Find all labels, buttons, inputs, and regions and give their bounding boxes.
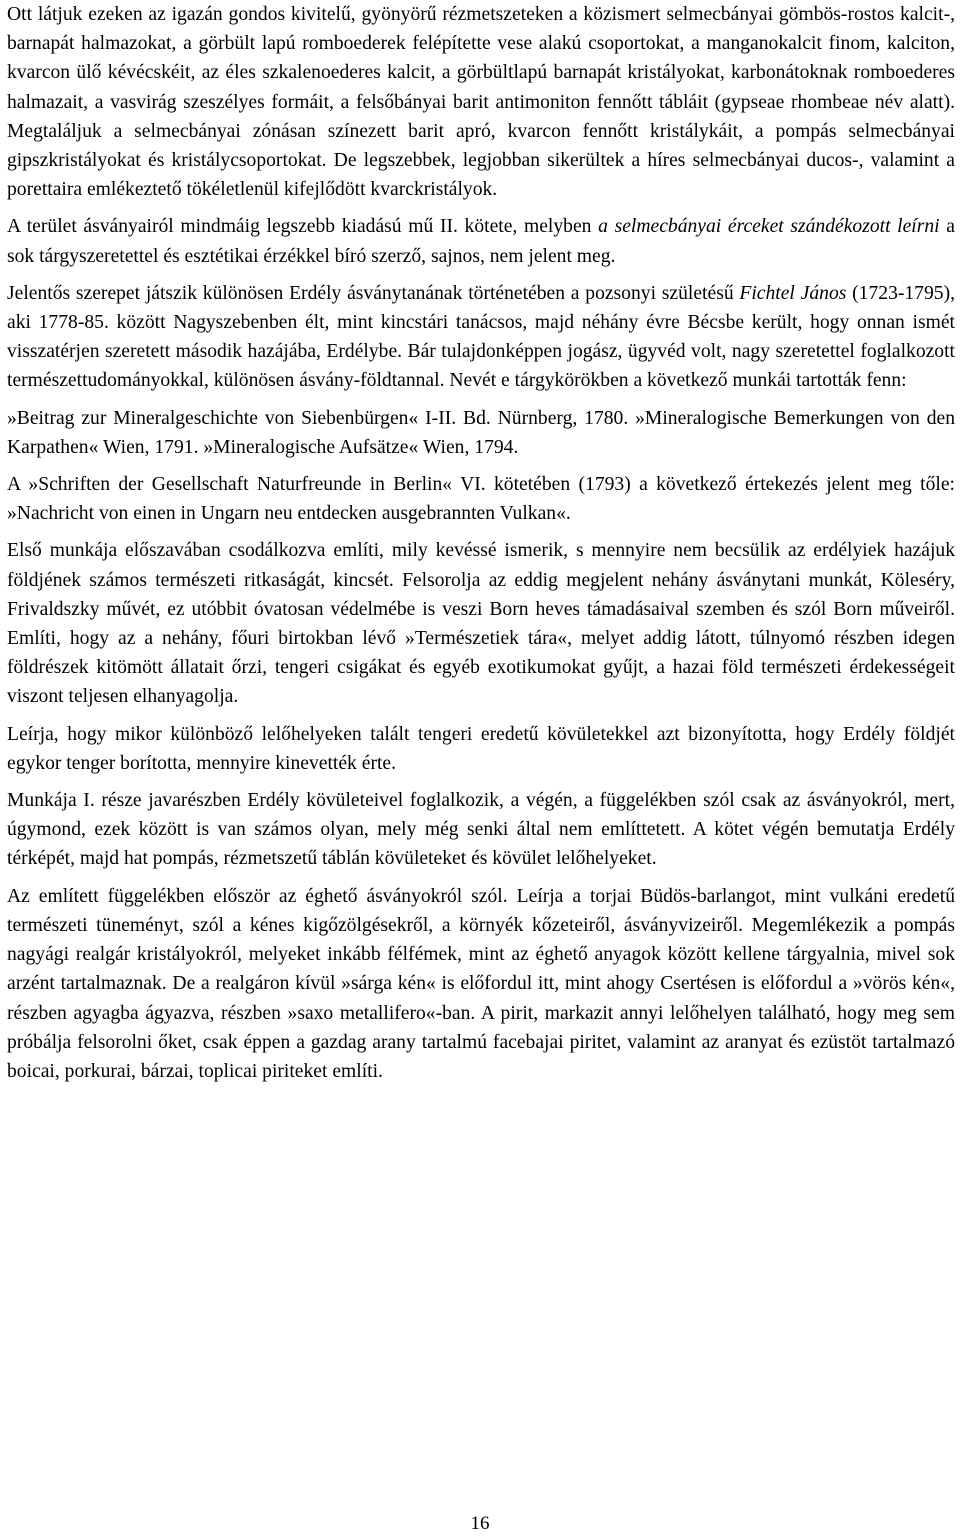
paragraph-fossils-sea: Leírja, hogy mikor különböző lelőhelyeken talált tengeri eredetű kövületekkel azt bizonyította, hogy Erdély földjét egykor tenger borította, mennyire kinevették érte. bbox=[7, 723, 955, 774]
paragraph-first-work-preface: Első munkája előszavában csodálkozva említi, mily kevéssé ismerik, s mennyire nem becsülik az erdélyiek hazájuk földjének számos természeti ritkaságát, kincsét. Felsorolja az eddig megjelent nehány ásványtani munkát, Köleséry, Frivaldszky művét, ez utóbbit óvatosan védelmébe is veszi Born heves támadásaival szemben és szól Born műveiről. Említi, hogy az a nehány, főuri birtokban lévő »Természetiek tára«, melyet addig látott, túlnyomó részben idegen földrészek kitömött állatait őrzi, tengeri csigákat és egyéb exotikumokat gyűjt, a hazai föld természeti érdekességeit viszont teljesen elhanyagolja. bbox=[7, 540, 955, 708]
paragraph-appendix: Az említett függelékben először az éghető ásványokról szól. Leírja a torjai Büdös-barlangot, mint vulkáni eredetű természeti tüneményt, szól a kénes kigőzölgésekről, a környék kőzeteiről, ásványvizeiről. Megemlékezik a pompás nagyági realgár kristályokról, melyeket inkább félfémek, mint az éghető anyagok között kellene tárgyalnia, mivel sok arzént tartalmaznak. De a realgáron kívül »sárga kén« is előfordul itt, mint ahogy Csertésen is előfordul a »vörös kén«, részben agyagba ágyazva, részben »saxo metallifero«-ban. A pirit, markazit annyi lelőhelyen található, hogy meg sem próbálja felsorolni őket, csak éppen a gazdag arany tartalmú facebajai piritet, valamint az aranyat és ezüstöt tartalmazó boicai, porkurai, bárzai, toplicai piriteket említi. bbox=[7, 885, 955, 1082]
document-page bbox=[7, 0, 955, 1086]
paragraph-selmecbanya-minerals: Ott látjuk ezeken az igazán gondos kivitelű, gyönyörű rézmetszeteken a közismert selmecbányai gömbös-rostos kalcit-, barnapát halmazokat, a görbült lapú romboederek felépítette vese alakú csoportokat, a manganokalcit finom, kalciton, kvarcon ülő kévécskéit, az éles szkalenoederes kalcit, a görbültlapú barnapát kristályokat, karbonátoknak romboederes halmazait, a vasvirág szeszélyes formáit, a felsőbányai barit antimoniton fennőtt tábláit (gypseae rhombeae név alatt). Megtaláljuk a selmecbányai zónásan színezett barit apró, kvarcon fennőtt kristálykáit, a pompás selmecbányai gipszkristályokat és kristálycsoportokat. De legszebbek, legjobban sikerültek a híres selmecbányai ducos-, valamint a porettaira emlékeztető tökéletlenül kifejlődött kvarckristályok. bbox=[7, 4, 955, 201]
paragraph-text: (1723-1795), aki 1778-85. között Nagyszebenben élt, mint kincstári tanácsos, majd néhány évre Bécsbe került, hogy onnan ismét visszatérjen szeretett második hazájába, Erdélybe. Bár tulajdonképpen jogász, ügyvéd volt, nagy szeretettel foglalkozott természettudományokkal, különösen ásvány-földtannal. Nevét e tárgykörökben a következő munkái tartották fenn: bbox=[7, 282, 955, 392]
italic-name: Fichtel János bbox=[739, 282, 847, 304]
paragraph-part-one: Munkája I. része javarészben Erdély kövületeivel foglalkozik, a végén, a függelékben szól csak az ásványokról, mert, úgymond, ezek között is van számos olyan, mely még senki által nem említtetett. A kötet végén bemutatja Erdély térképét, majd hat pompás, rézmetszetű táblán kövületeket és kövület lelőhelyeket. bbox=[7, 790, 955, 870]
italic-phrase: a selmecbányai érceket szándékozott leírni bbox=[598, 216, 940, 238]
paragraph-berlin-schriften: A »Schriften der Gesellschaft Naturfreunde in Berlin« VI. kötetében (1793) a következő értekezés jelent meg tőle: »Nachricht von einen in Ungarn neu entdecken ausgebrannten Vulkan«. bbox=[7, 474, 955, 525]
paragraph-text: a sok tárgyszeretettel és esztétikai érzékkel bíró szerző, sajnos, nem jelent meg. bbox=[7, 216, 955, 267]
paragraph-bibliography: »Beitrag zur Mineralgeschichte von Siebenbürgen« I-II. Bd. Nürnberg, 1780. »Mineralogische Bemerkungen von den Karpathen« Wien, 1791. »Mineralogische Aufsätze« Wien, 1794. bbox=[7, 407, 955, 458]
paragraph-fichtel-janos bbox=[7, 279, 955, 396]
paragraph-volume-two bbox=[7, 212, 955, 270]
page-number: 16 bbox=[470, 1513, 490, 1534]
paragraph-text: Jelentős szerepet játszik különösen Erdély ásványtanának történetében a pozsonyi születésű bbox=[7, 282, 740, 304]
paragraph-text: A terület ásványairól mindmáig legszebb kiadású mű II. kötete, melyben bbox=[7, 216, 599, 238]
